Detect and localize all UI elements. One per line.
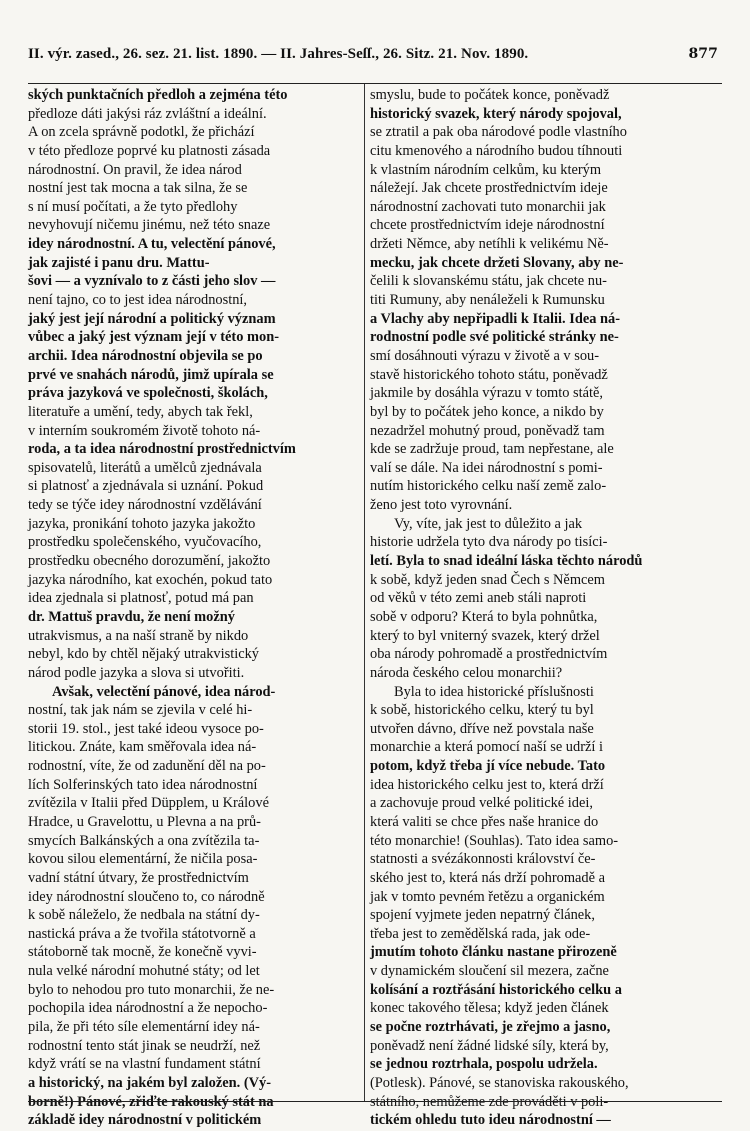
right-column-text-line: ského jest to, která nás drží pohromadě a (370, 869, 605, 886)
right-column-text-line: čelili k slovanskému státu, jak chcete nu- (370, 273, 607, 290)
left-column-text-line: zvítězila v Italii před Düpplem, u Králové (28, 795, 269, 812)
right-column-text-line: Byla to idea historické příslušnosti (394, 683, 594, 700)
page-number: 877 (688, 46, 718, 62)
left-column-text-line: bylo to nehodou pro tuto monarchii, že ne- (28, 981, 275, 998)
right-column-text-line: kolísání a roztřásání historického celku a (370, 981, 622, 998)
right-column-text-line: národnostní zachovati tuto monarchii jak (370, 198, 606, 215)
right-column-text-line: této monarchie! (Souhlas). Tato idea samo- (370, 832, 619, 849)
right-column-text-line: stavě historického tohoto státu, poněvadž (370, 366, 608, 383)
right-column-text-line: smyslu, bude to počátek konce, poněvadž (370, 87, 610, 103)
left-column-text-line: A on zcela správně podotkl, že přichází (28, 124, 255, 141)
header-rule (28, 83, 722, 84)
left-column-text-line: národ podle jazyka a slova si utvořiti. (28, 664, 245, 681)
right-column-text-line: idea historického celku jest to, která drží (370, 776, 604, 793)
left-column-text-line: vadní státní útvary, že prostřednictvím (28, 869, 249, 886)
left-column-text-line: lích Solferinských tato idea národnostní (28, 776, 258, 793)
right-column-text-line: titi Rumuny, aby nenáleželi k Rumunsku (370, 292, 605, 309)
right-column-text-line: statnosti a svézákonnosti království če- (370, 851, 596, 868)
left-column-text-line: kovou silou elementární, že ničila posa- (28, 851, 258, 868)
right-column-text-line: k sobě, historického celku, který tu byl (370, 702, 594, 719)
right-column-text-line: jak v tomto pevném řetězu a organickém (370, 888, 605, 905)
left-column-text-line: litickou. Znáte, kam směřovala idea ná- (28, 739, 257, 756)
left-column-text-line: nostní, tak jak nám se zjevila v celé hi- (28, 702, 253, 719)
left-column-text-line: idea zjednala si platnosť, potud má pan (28, 590, 254, 607)
left-column-text-line: jak zajisté i panu dru. Mattu- (28, 254, 210, 271)
right-column-text-line: konec takového tělesa; když jeden článek (370, 1000, 609, 1017)
right-column-text-line: (Potlesk). Pánové, se stanoviska rakouského, (370, 1074, 629, 1091)
left-column-text-line: si platnosť a zjednávala si uznání. Pokud (28, 478, 264, 495)
right-column-text-line: třeba jest to zemědělská rada, jak ode- (370, 925, 591, 942)
left-column-text-line: nebyl, kdo by chtěl nějaký utrakvistický (28, 646, 259, 663)
left-column-text-line: utrakvismus, a na naší straně by nikdo (28, 627, 249, 644)
right-column-text-line: který to byl vniterný svazek, který držel (370, 627, 600, 644)
right-column-text-line: se jednou roztrhala, pospolu udržela. (370, 1056, 598, 1073)
left-column-text-line: idey národnostní sloučeno to, co národně (28, 888, 265, 905)
left-column-text-line: tedy se týče idey národnostní vzdělávání (28, 497, 262, 514)
right-column-text-line: sobě v odporu? Která to byla pohnůtka, (370, 608, 598, 625)
right-column-text-line: se ztratil a pak oba národové podle vlastního (370, 124, 627, 141)
left-column-text-line: smycích Balkánských a ona zvítězila ta- (28, 832, 260, 849)
left-column-text-line: spisovatelů, literátů a umělců zjednávala (28, 459, 262, 476)
right-column-text-line: se počne roztrhávati, je zřejmo a jasno, (370, 1019, 611, 1036)
right-column-text-line: citu kmenového a národního budou tíhnouti (370, 142, 623, 159)
left-column-text-line: předloze dáti jakýsi ráz zvláštní a ideální. (28, 105, 267, 122)
right-column-text-line: rodnostní podle své politické stránky ne- (370, 329, 619, 346)
left-column-text-line: storii 19. stol., jest také ideou vysoce po- (28, 720, 264, 737)
right-column-text-line: monarchie a která pomocí naší se udrží i (370, 739, 603, 756)
left-column-text-line: Avšak, velectění pánové, idea národ- (52, 683, 276, 700)
left-column-text-line: jazyka, pronikání tohoto jazyka jakožto (28, 515, 256, 532)
left-column-text-line: rodnostní tento stát jinak se neudrží, než (28, 1037, 261, 1054)
right-column-text-line: k vlastním národním celkům, ku kterým (370, 161, 602, 178)
right-column-text-line: tickém ohledu tuto ideu národnostní — (370, 1112, 611, 1129)
footer-rule (28, 1101, 722, 1102)
left-column-text-line: když vrátí se na vlastní fundament státní (28, 1056, 261, 1073)
left-column-text-line: pochopila idea národnostní a že nepocho- (28, 1000, 268, 1017)
page-header (28, 46, 718, 68)
left-column-text-line: dr. Mattuš pravdu, že není možný (28, 608, 235, 625)
right-column-text-line: historický svazek, který národy spojoval, (370, 105, 622, 122)
right-column-text-line: kde se zadržuje proud, tam nepřestane, ale (370, 441, 614, 458)
left-column-text-line: prostředku společenského, vyučovacího, (28, 534, 262, 551)
right-column-text-line: valí se dále. Na idei národnostní s pomi- (370, 459, 603, 476)
left-column-text-line: nevyhovují ničemu jinému, než této snaze (28, 217, 271, 234)
right-column-text-line: Vy, víte, jak jest to důležito a jak (394, 515, 583, 532)
left-column-text-line: národnostní. On pravil, že idea národ (28, 161, 242, 178)
left-column-text-line: k sobě náleželo, že nedbala na státní dy- (28, 907, 260, 924)
right-column (370, 86, 718, 1130)
left-column-text-line: rodnostní, víte, že od zadunění děl na po- (28, 758, 266, 775)
left-column-text-line: roda, a ta idea národnostní prostřednictvím (28, 441, 296, 458)
left-column-text-line: borně!) Pánové, zřiďte rakouský stát na (28, 1093, 274, 1110)
left-column-text-line: vůbec a jaký jest význam její v této mon- (28, 329, 279, 346)
left-column-text-line: pila, že při této síle elementární idey ná- (28, 1019, 260, 1036)
right-column-text-line: a Vlachy aby nepřipadli k Italii. Idea ná- (370, 310, 621, 327)
left-column-text-line: a historický, na jakém byl založen. (Vý- (28, 1074, 272, 1091)
left-column-text-line: idey národnostní. A tu, velectění pánové, (28, 236, 276, 253)
right-column-text-line: od věků v této zemi aneb stáli naproti (370, 590, 587, 607)
left-column (28, 86, 358, 1130)
left-column-text-line: nula velké národní mohutné státy; od let (28, 963, 260, 980)
right-column-text-line: poněvadž není žádné lidské síly, která by, (370, 1037, 609, 1054)
left-column-text-line: s ní musí počítati, a že tyto předlohy (28, 198, 238, 215)
right-column-text-line: historie udržela tyto dva národy po tisíci- (370, 534, 608, 551)
right-column-text-line: letí. Byla to snad ideální láska těchto národů (370, 553, 643, 570)
right-column-text-line: chcete prostřednictvím ideje národnostní (370, 217, 605, 234)
left-column-text-line: jaký jest její národní a politický význam (28, 310, 276, 327)
column-divider (364, 84, 365, 1101)
right-column-text-line: národa českého celou monarchii? (370, 664, 563, 681)
left-column-text-line: šovi — a vyznívalo to z části jeho slov — (28, 273, 276, 290)
left-column-text-line: prvé ve snahách národů, jimž upírala se (28, 366, 274, 383)
left-column-text-line: není tajno, co to jest idea národnostní, (28, 292, 248, 309)
right-column-text-line: nezadržel mohutný proud, poněvadž tam (370, 422, 605, 439)
right-column-text-line: smí dosáhnouti výrazu v životě a v sou- (370, 347, 600, 364)
right-column-text-line: oba národy pohromadě a prostřednictvím (370, 646, 608, 663)
right-column-text-line: ženo jest toto vyrovnání. (370, 497, 513, 514)
left-column-text-line: práva jazyková ve společnosti, školách, (28, 385, 268, 402)
left-column-text-line: Hradce, u Gravelottu, u Plevna a na prů- (28, 813, 261, 830)
right-column-text-line: jmutím tohoto článku nastane přirozeně (370, 944, 617, 961)
right-column-text-line: v dynamickém sloučení sil mezera, začne (370, 963, 609, 980)
right-column-text-line: potom, když třeba jí více nebude. Tato (370, 758, 606, 775)
left-column-text-line: jazyka národního, kat exochén, pokud tato (28, 571, 273, 588)
left-column-text-line: v této předloze poprvé ku platnosti zásada (28, 142, 271, 159)
left-column-text-line: archii. Idea národnostní objevila se po (28, 347, 263, 364)
left-column-text-line: literatuře a umění, tedy, abych tak řekl, (28, 403, 253, 420)
right-column-text-line: držeti Němce, aby netíhli k velikému Ně- (370, 236, 609, 253)
left-column-text-line: v interním soukromém životě tohoto ná- (28, 422, 261, 439)
left-column-text-line: prostředku obecného dorozumění, jakožto (28, 553, 271, 570)
right-column-text-line: náležejí. Jak chcete prostřednictvím ideje (370, 180, 608, 197)
right-column-text-line: státního, nemůžeme zde prováděti v poli- (370, 1093, 609, 1110)
left-column-text-line: ských punktačních předloh a zejména této (28, 87, 288, 103)
header-session-info: II. výr. zased., 26. sez. 21. list. 1890. — II. Jahres-Seſſ., 26. Sitz. 21. Nov. 1890. (28, 46, 529, 62)
left-column-text-line: základě idey národnostní v politickém (28, 1112, 262, 1129)
right-column-text-line: jakmile by dosáhla výrazu v tomto státě, (370, 385, 603, 402)
left-column-text-line: nastická práva a že tvořila státotvorně a (28, 925, 256, 942)
right-column-text-line: byl by to počátek jeho konce, a nikdo by (370, 403, 604, 420)
right-column-text-line: a zachovuje proud velké politické idei, (370, 795, 593, 812)
left-column-text-line: státoborně tak mocně, že konečně vyvi- (28, 944, 257, 961)
right-column-text-line: nutím historického celku naší země zalo- (370, 478, 607, 495)
right-column-text-line: která valiti se chce přes naše hranice do (370, 813, 599, 830)
right-column-text-line: mecku, jak chcete držeti Slovany, aby ne- (370, 254, 624, 271)
left-column-text-line: nostní jest tak mocna a tak silna, že se (28, 180, 248, 197)
right-column-text-line: spojení vyjmete jeden nepatrný článek, (370, 907, 595, 924)
right-column-text-line: k sobě, když jeden snad Čech s Němcem (370, 571, 605, 588)
right-column-text-line: utvořen dávno, dříve než povstala naše (370, 720, 594, 737)
